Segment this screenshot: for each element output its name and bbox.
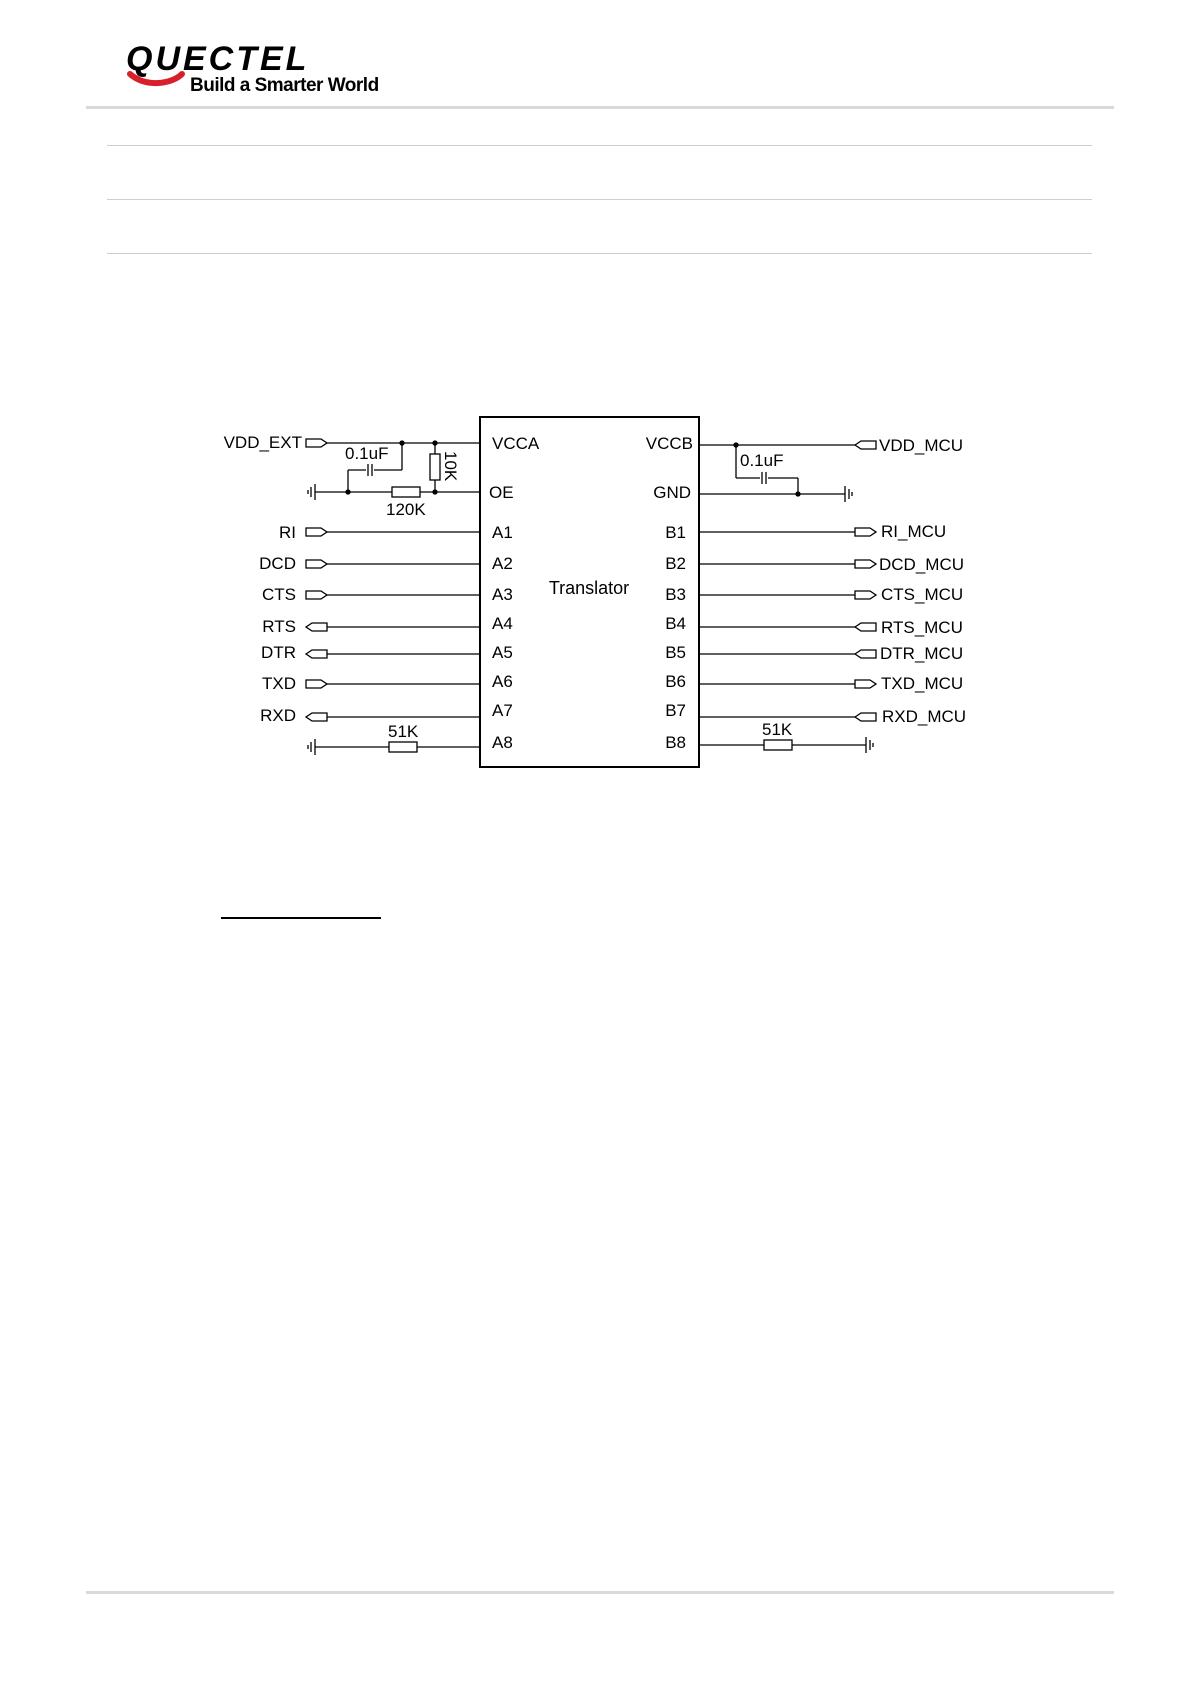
net-rts-mcu: RTS_MCU [881,618,963,637]
ri-port [306,528,327,536]
net-rxd-mcu: RXD_MCU [882,707,967,726]
chip-label: Translator [548,578,630,598]
vdd-ext-port [306,439,327,447]
pin-a7: A7 [492,701,513,720]
label-cap-right: 0.1uF [740,451,784,470]
res-120k [392,487,420,497]
dcd-mcu-port [855,560,876,568]
pin-a5: A5 [492,643,513,662]
pin-a3: A3 [492,585,513,604]
pin-a4: A4 [492,614,513,633]
net-dtr-mcu: DTR_MCU [880,644,964,663]
txd-port [306,680,327,688]
net-vdd-ext: VDD_EXT [223,433,302,452]
logo-tagline: Build a Smarter World [190,75,379,96]
cts-port [306,591,327,599]
dcd-port [306,560,327,568]
net-ri-mcu: RI_MCU [881,522,947,541]
vdd-mcu-port [855,441,876,449]
dtr-port [306,650,327,658]
net-cts: CTS [262,585,296,604]
net-rxd: RXD [260,706,296,725]
pin-b3: B3 [665,585,686,604]
pin-gnd: GND [653,483,691,502]
net-ri: RI [279,523,296,542]
rts-port [306,623,327,631]
pin-b5: B5 [665,643,686,662]
net-cts-mcu: CTS_MCU [881,585,964,604]
pin-vcca: VCCA [492,434,540,453]
res-10k [430,454,440,480]
rxd-mcu-port [855,713,876,721]
pin-b7: B7 [665,701,686,720]
net-dtr: DTR [261,643,296,662]
pin-b1: B1 [665,523,686,542]
pin-a8: A8 [492,733,513,752]
pin-b8: B8 [665,733,686,752]
label-res-51k-left: 51K [388,722,419,741]
net-vdd-mcu: VDD_MCU [879,436,964,455]
txd-mcu-port [855,680,876,688]
rts-mcu-port [855,623,876,631]
label-res-10k: 10K [441,451,460,482]
label-cap-left: 0.1uF [345,444,389,463]
net-dcd: DCD [259,554,296,573]
net-txd-mcu: TXD_MCU [881,674,964,693]
net-rts: RTS [262,617,296,636]
net-dcd-mcu: DCD_MCU [879,555,964,574]
pin-a6: A6 [492,672,513,691]
res-51k-right [764,740,792,750]
cts-mcu-port [855,591,876,599]
dtr-mcu-port [855,650,876,658]
pin-b4: B4 [665,614,686,633]
note-underline [221,917,381,919]
pin-vccb: VCCB [645,434,693,453]
label-res-51k-right: 51K [762,720,793,739]
res-51k-left [389,742,417,752]
footer-divider [86,1591,1114,1594]
pin-a1: A1 [492,523,513,542]
pin-a2: A2 [492,554,513,573]
pin-oe: OE [489,483,514,502]
rxd-port [306,713,327,721]
label-res-120k: 120K [386,500,426,519]
pin-b6: B6 [665,672,686,691]
logo-wordmark: QUECTEL [126,40,310,78]
pin-b2: B2 [665,554,686,573]
ri-mcu-port [855,528,876,536]
net-txd: TXD [262,674,296,693]
